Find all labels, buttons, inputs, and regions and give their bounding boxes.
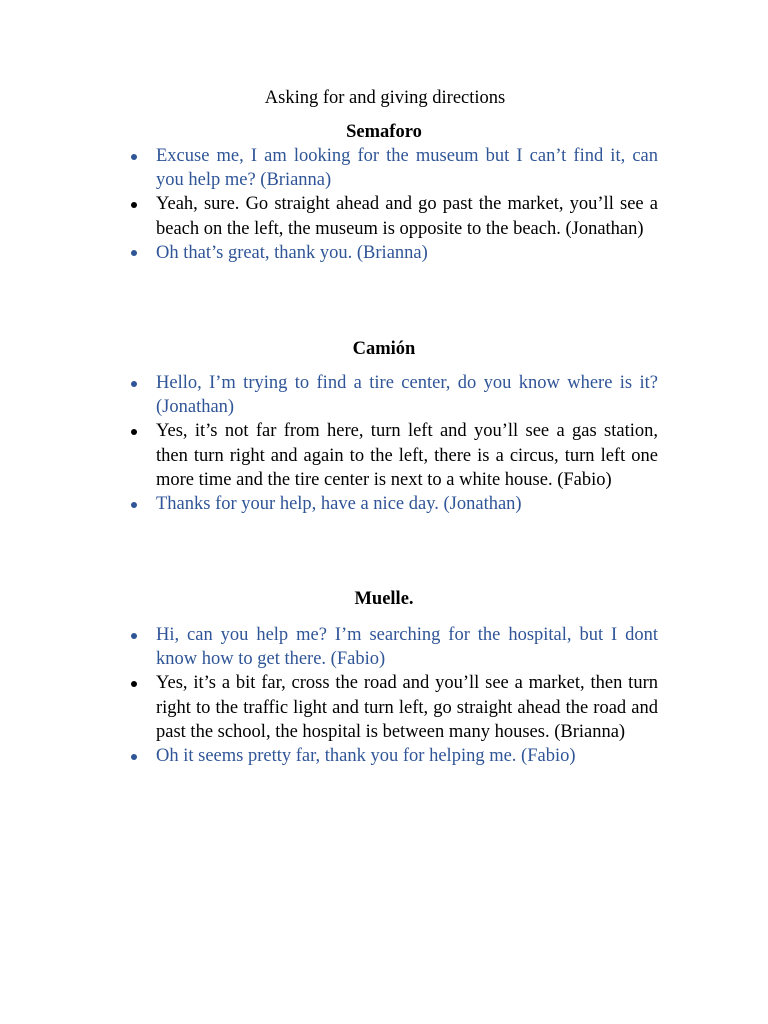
dialogue-text: Hello, I’m trying to find a tire center, do you know where is it? (Jonathan) bbox=[156, 373, 658, 418]
document-title bbox=[0, 86, 768, 110]
dialogue-list bbox=[0, 144, 768, 265]
dialogue-line bbox=[0, 744, 658, 768]
dialogue-line bbox=[0, 623, 658, 671]
section-heading-text: Semaforo bbox=[346, 122, 422, 142]
bullet-icon bbox=[131, 681, 137, 687]
document-title-text: Asking for and giving directions bbox=[264, 88, 506, 108]
section-heading bbox=[0, 587, 768, 611]
section-muelle bbox=[0, 587, 768, 768]
bullet-icon bbox=[131, 429, 137, 435]
dialogue-text: Oh that’s great, thank you. (Brianna) bbox=[156, 242, 428, 263]
dialogue-line bbox=[0, 419, 658, 492]
dialogue-line bbox=[0, 144, 658, 192]
bullet-icon bbox=[131, 502, 137, 508]
dialogue-text: Excuse me, I am looking for the museum but I can’t find it, can you help me? (Brianna) bbox=[156, 146, 658, 191]
bullet-icon bbox=[131, 633, 137, 639]
dialogue-text: Yeah, sure. Go straight ahead and go past the market, you’ll see a beach on the left, the museum is opposite to the beach. (Jonathan) bbox=[156, 194, 658, 239]
bullet-icon bbox=[131, 754, 137, 760]
dialogue-line bbox=[0, 241, 658, 265]
dialogue-list bbox=[0, 623, 768, 768]
dialogue-text: Oh it seems pretty far, thank you for helping me. (Fabio) bbox=[156, 746, 576, 767]
bullet-icon bbox=[131, 250, 137, 256]
dialogue-line bbox=[0, 671, 658, 744]
dialogue-list bbox=[0, 371, 768, 516]
section-heading-text: Muelle. bbox=[354, 589, 414, 609]
dialogue-text: Yes, it’s a bit far, cross the road and you’ll see a market, then turn right to the traffic light and turn left, go straight ahead the road and past the school, the hospital is between many houses. (Brianna) bbox=[156, 673, 658, 742]
dialogue-text: Hi, can you help me? I’m searching for the hospital, but I dont know how to get there. (Fabio) bbox=[156, 625, 658, 670]
bullet-icon bbox=[131, 202, 137, 208]
dialogue-line bbox=[0, 192, 658, 240]
section-heading bbox=[0, 337, 768, 361]
section-heading-text: Camión bbox=[352, 339, 416, 359]
section-heading bbox=[0, 120, 768, 144]
dialogue-text: Thanks for your help, have a nice day. (Jonathan) bbox=[156, 494, 522, 515]
dialogue-line bbox=[0, 492, 658, 516]
dialogue-line bbox=[0, 371, 658, 419]
section-semaforo bbox=[0, 120, 768, 265]
section-camion bbox=[0, 337, 768, 516]
bullet-icon bbox=[131, 154, 137, 160]
dialogue-text: Yes, it’s not far from here, turn left and you’ll see a gas station, then turn right and again to the left, there is a circus, turn left one more time and the tire center is next to a white house. (Fabio) bbox=[156, 421, 658, 490]
bullet-icon bbox=[131, 381, 137, 387]
